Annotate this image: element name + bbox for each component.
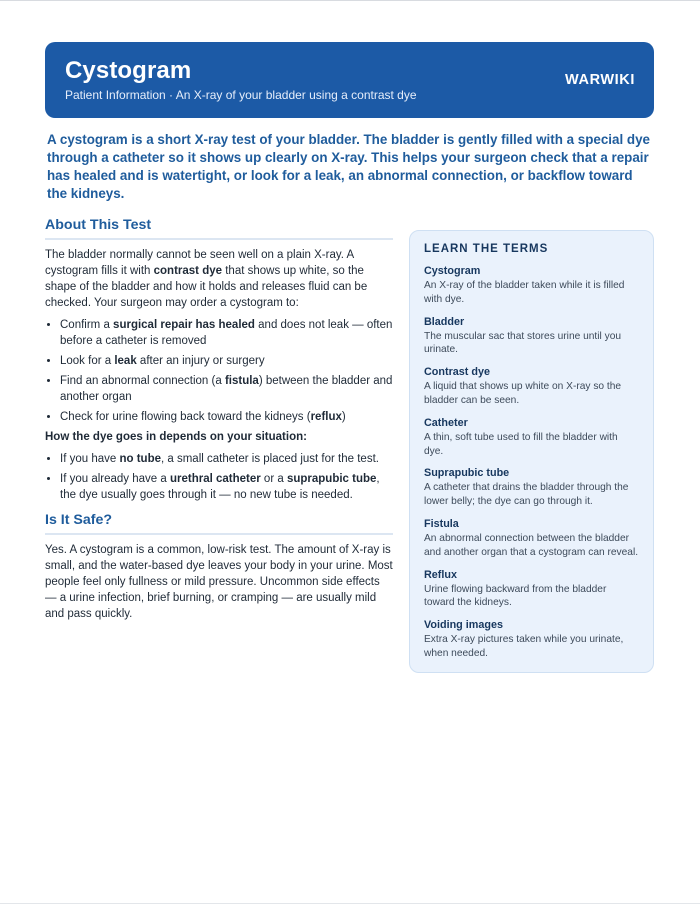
list-item <box>60 317 393 349</box>
about-intro-text-2: that shows up white, so the shape of the bladder and how it holds and releases fluid can be checked. Your surgeon may order a cystogram to: <box>45 265 368 309</box>
reasons-list <box>45 317 393 425</box>
about-heading: About This Test <box>45 217 393 240</box>
list-item <box>60 373 393 405</box>
main-column <box>45 217 393 622</box>
glossary-panel <box>409 230 654 673</box>
list-item-text: Look for a <box>60 355 115 367</box>
list-item-emphasis: reflux <box>310 411 342 423</box>
list-item-text: If you already have a <box>60 473 170 485</box>
header-banner <box>45 42 654 118</box>
list-item-text: , the dye usually goes through it — no new tube is needed. <box>60 473 380 501</box>
list-item <box>60 451 393 467</box>
list-item-text: , a small catheter is placed just for the test. <box>161 453 379 465</box>
term-definition: Extra X-ray pictures taken while you urinate, when needed. <box>424 634 624 659</box>
bottom-divider <box>0 903 700 904</box>
list-item-text: If you have <box>60 453 120 465</box>
list-item-emphasis: suprapubic tube <box>286 473 377 485</box>
page-subtitle: Patient Information · An X-ray of your bladder using a contrast dye <box>65 88 417 102</box>
glossary-term <box>424 365 639 408</box>
about-intro <box>45 247 393 311</box>
about-intro-text-1: The bladder normally cannot be seen well on a plain X-ray. A cystogram fills it with <box>45 249 354 277</box>
list-item-emphasis: fistula <box>224 375 259 387</box>
term-name: Bladder <box>424 315 465 328</box>
dye-subheading: How the dye goes in depends on your situation: <box>45 431 307 443</box>
list-item-text: Find an abnormal connection (a <box>60 375 225 387</box>
glossary-term <box>424 466 639 509</box>
glossary-term <box>424 618 639 661</box>
list-item-text: after an injury or surgery <box>136 355 265 367</box>
term-name: Cystogram <box>424 265 481 277</box>
list-item <box>60 353 393 369</box>
glossary-term <box>424 517 639 560</box>
list-item-text: ) between the bladder and another organ <box>60 375 393 403</box>
list-item-text: and does not leak — often before a catheter is removed <box>60 319 393 347</box>
term-definition: A thin, soft tube used to fill the bladder with dye. <box>424 431 618 457</box>
safety-heading: Is It Safe? <box>45 512 393 535</box>
about-intro-bold: contrast dye <box>153 265 223 277</box>
list-item-emphasis: surgical repair has healed <box>113 319 255 331</box>
term-name: Catheter <box>424 416 468 429</box>
term-definition: An abnormal connection between the bladder and another organ that a cystogram can reveal. <box>424 532 639 558</box>
list-item-emphasis: no tube <box>119 453 161 465</box>
list-item-text: Check for urine flowing back toward the kidneys ( <box>60 411 311 423</box>
glossary-term <box>424 264 639 307</box>
lead-paragraph: A cystogram is a short X-ray test of your bladder. The bladder is gently filled with a special dye through a catheter so it shows up clearly on X-ray. This helps your surgeon check that a repair has healed and is watertight, or look for a leak, an abnormal connection, or backflow toward the kidneys. <box>47 132 650 201</box>
term-name: Suprapubic tube <box>424 467 510 480</box>
term-name: Voiding images <box>424 619 503 632</box>
term-name: Reflux <box>424 568 457 581</box>
glossary-term <box>424 315 639 358</box>
glossary-title: LEARN THE TERMS <box>424 243 549 255</box>
list-item-emphasis: leak <box>114 355 137 367</box>
safety-body: Yes. A cystogram is a common, low-risk test. The amount of X-ray is small, and the water-based dye leaves your body in your urine. Most people feel only fullness or mild pressure. Uncommon side effects — a urine infection, brief burning, or cramping — are usually mild and pass quickly. <box>45 544 393 620</box>
dye-list <box>45 451 393 503</box>
brand-name: WARWIKI <box>565 72 635 88</box>
glossary-term <box>424 416 639 459</box>
list-item-text: ) <box>341 411 346 423</box>
term-definition: A catheter that drains the bladder through the lower belly; the dye can go through it. <box>424 482 629 508</box>
glossary-term <box>424 568 639 611</box>
list-item-text: Confirm a <box>60 319 114 331</box>
top-divider <box>0 0 700 1</box>
term-name: Contrast dye <box>424 366 490 379</box>
term-definition: A liquid that shows up white on X-ray so the bladder can be seen. <box>424 381 622 406</box>
term-name: Fistula <box>424 517 459 530</box>
list-item-text: or a <box>260 473 287 485</box>
page-title: Cystogram <box>65 57 192 84</box>
term-definition: Urine flowing backward from the bladder toward the kidneys. <box>424 583 607 609</box>
list-item <box>60 409 393 425</box>
list-item <box>60 471 393 503</box>
term-definition: The muscular sac that stores urine until you urinate. <box>424 330 622 356</box>
term-definition: An X-ray of the bladder taken while it is filled with dye. <box>424 280 625 305</box>
list-item-emphasis: urethral catheter <box>169 473 261 485</box>
